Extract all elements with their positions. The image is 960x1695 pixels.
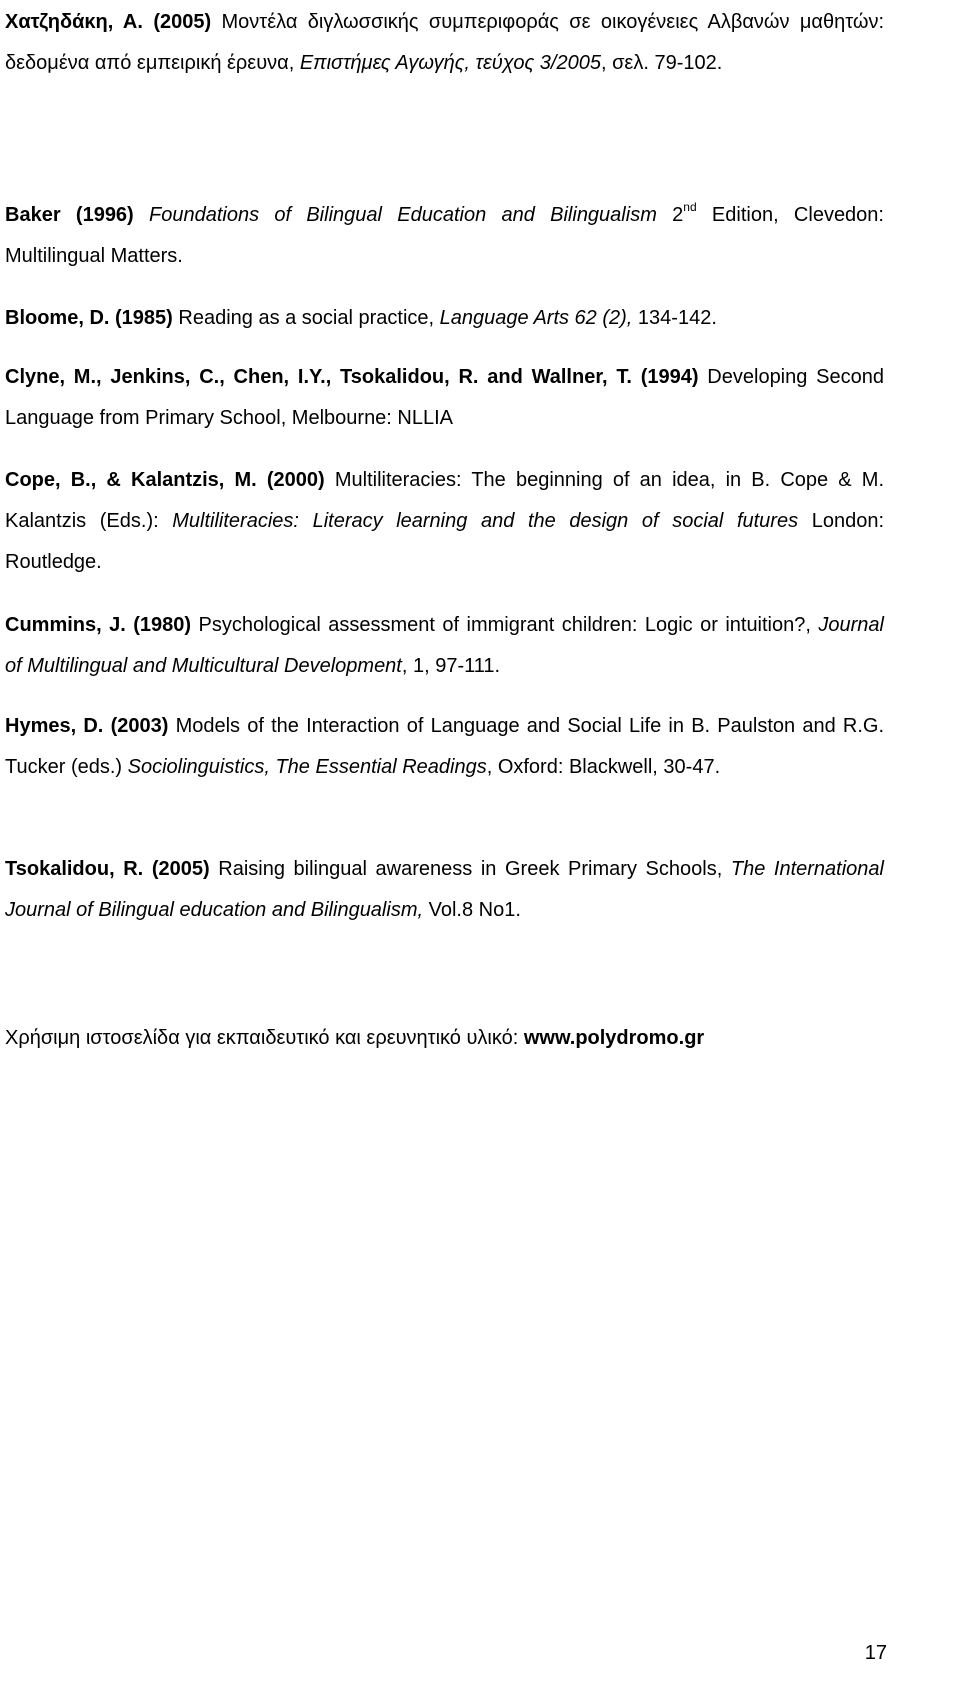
reference-edition-superscript: nd <box>683 200 697 215</box>
useful-website-line <box>5 1018 704 1059</box>
reference-year: (1996) <box>75 204 134 226</box>
reference-text: Reading as a social practice, <box>172 307 440 329</box>
reference-journal: The International Journal of Bilingual education and Bilingualism, <box>5 858 884 921</box>
reference-author: Baker <box>5 204 61 226</box>
reference-year: (1980) <box>133 614 192 636</box>
reference-author: Bloome, D. <box>5 307 110 329</box>
page-number: 17 <box>864 1642 887 1664</box>
reference-clyne <box>5 357 884 439</box>
reference-cummins <box>5 605 884 687</box>
reference-text: Raising bilingual awareness in Greek Primary Schools, <box>209 858 731 880</box>
reference-text: Multiliteracies: The beginning of an idea, in B. Cope & M. Kalantzis (Eds.): <box>5 469 885 532</box>
reference-text: Models of the Interaction of Language and Social Life in B. Paulston and R.G. Tucker (eds.) <box>5 715 884 778</box>
reference-journal: Journal of Multilingual and Multicultural Development <box>5 614 884 677</box>
reference-baker <box>5 195 884 277</box>
reference-author: Tsokalidou, R. <box>5 858 144 880</box>
reference-author: Cummins, J. <box>5 614 126 636</box>
reference-year: (2000) <box>266 469 325 491</box>
reference-tail: , Oxford: Blackwell, 30-47. <box>486 756 721 778</box>
reference-author: Cope, B., & Kalantzis, M. <box>5 469 257 491</box>
reference-book: Multiliteracies: Literacy learning and the design of social futures <box>172 510 799 532</box>
reference-year: (2005) <box>151 858 210 880</box>
reference-hatzidaki <box>5 2 884 84</box>
reference-tail: , σελ. 79-102. <box>600 52 723 74</box>
reference-edition-number: 2 <box>672 204 684 226</box>
reference-year: (2005) <box>153 11 212 33</box>
reference-year: (1994) <box>640 366 699 388</box>
reference-tail: Vol.8 No1. <box>423 899 521 921</box>
reference-tail: London: Routledge. <box>5 510 884 573</box>
reference-author: Χατζηδάκη, Α. <box>5 11 143 33</box>
reference-cope <box>5 460 884 583</box>
reference-hymes <box>5 706 884 788</box>
reference-tail: , 1, 97-111. <box>401 655 501 677</box>
reference-tail: 134-142. <box>632 307 717 329</box>
reference-author: Clyne, M., Jenkins, C., Chen, I.Y., Tsokalidou, R. and Wallner, T. <box>5 366 632 388</box>
reference-text: Developing Second Language from Primary School, Melbourne: NLLIA <box>5 366 884 429</box>
useful-website-label: Χρήσιμη ιστοσελίδα για εκπαιδευτικό και ερευνητικό υλικό: <box>5 1027 524 1049</box>
reference-journal: Language Arts 62 (2), <box>439 307 633 329</box>
reference-tail: Edition, Clevedon: Multilingual Matters. <box>5 204 884 267</box>
reference-title: Foundations of Bilingual Education and Bilingualism <box>133 204 657 226</box>
useful-website-url[interactable]: www.polydromo.gr <box>523 1027 705 1049</box>
reference-text: Μοντέλα διγλωσσικής συμπεριφοράς σε οικογένειες Αλβανών μαθητών: δεδομένα από εμπειρική έρευνα, <box>5 11 884 74</box>
reference-tsokalidou <box>5 849 884 931</box>
reference-year: (2003) <box>110 715 169 737</box>
reference-year: (1985) <box>115 307 173 329</box>
reference-journal: Επιστήμες Αγωγής, τεύχος 3/2005 <box>299 52 601 74</box>
reference-text: Psychological assessment of immigrant children: Logic or intuition?, <box>191 614 819 636</box>
reference-bloome <box>5 298 884 339</box>
reference-author: Hymes, D. <box>5 715 104 737</box>
reference-book: Sociolinguistics, The Essential Readings <box>127 756 487 778</box>
